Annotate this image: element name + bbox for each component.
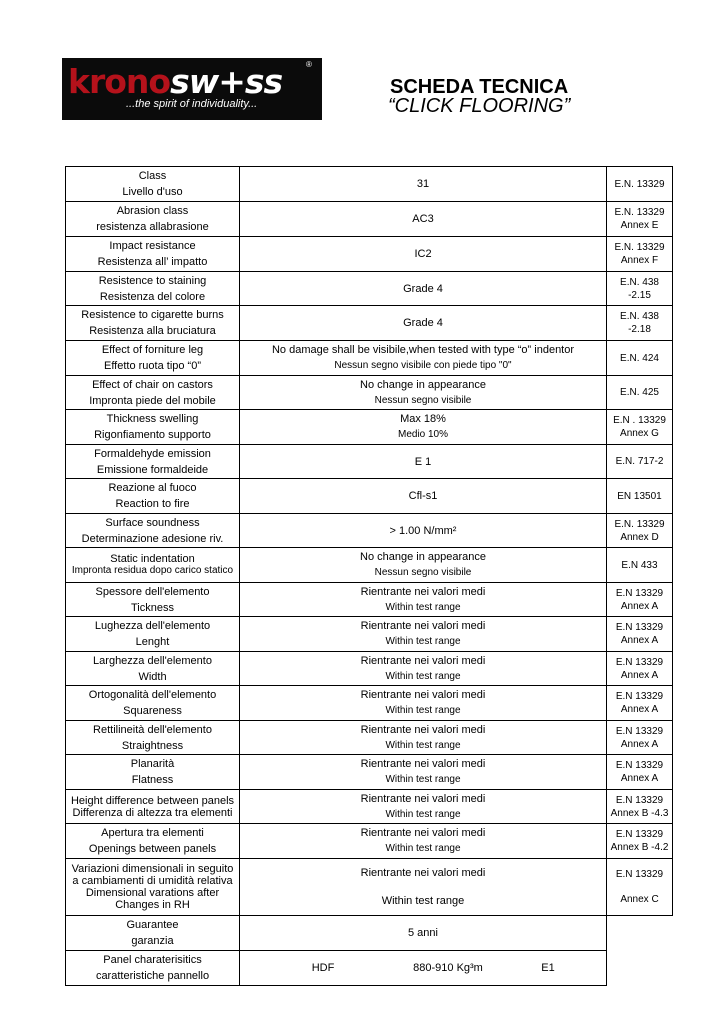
- standard-cell-empty: [607, 951, 673, 986]
- property-name-en: Ortogonalità dell'elemento: [88, 689, 217, 701]
- property-cell: [66, 617, 240, 652]
- value-primary: Rientrante nei valori medi: [360, 792, 486, 805]
- standard-ref: E.N. 13329: [614, 207, 665, 218]
- value-secondary: Within test range: [381, 895, 465, 907]
- value-primary: Max 18%: [400, 413, 446, 425]
- value-gap: [240, 881, 606, 893]
- property-name-it: Rigonfiamento supporto: [94, 429, 211, 441]
- standard-cell: [607, 237, 673, 272]
- value-primary: IC2: [414, 248, 432, 260]
- standard-annex: Annex A: [620, 635, 659, 646]
- property-cell: [66, 824, 240, 859]
- table-row: [66, 548, 673, 583]
- property-name-en: Resistence to staining: [98, 274, 207, 287]
- value-cell: [240, 686, 607, 721]
- property-name-it: Resistenza all’ impatto: [97, 256, 208, 268]
- standard-ref: E.N 13329: [615, 691, 664, 702]
- table-row: [66, 306, 673, 341]
- standard-ref: E.N . 13329: [613, 415, 666, 426]
- standard-cell: [607, 721, 673, 755]
- property-name-it: Tickness: [131, 601, 174, 614]
- standard-cell: [607, 445, 673, 479]
- property-name-en: Rettilineità dell'elemento: [93, 723, 212, 736]
- value-cell: [240, 951, 607, 986]
- property-cell: [66, 755, 240, 790]
- table-row: [66, 445, 673, 479]
- value-primary: AC3: [412, 213, 434, 225]
- value-secondary: Nessun segno visibile: [374, 567, 472, 578]
- property-name-en: Effect of forniture leg: [101, 344, 204, 356]
- value-cell: [240, 272, 607, 306]
- property-name-en: Resistence to cigarette burns: [81, 309, 224, 321]
- value-primary: Rientrante nei valori medi: [360, 827, 486, 839]
- logo-brand: kronosw+ss: [68, 62, 283, 101]
- value-secondary: Within test range: [385, 843, 461, 854]
- standard-cell: [607, 514, 673, 548]
- standard-ref: E.N. 13329: [614, 518, 665, 530]
- property-cell: [66, 167, 240, 202]
- value-cell: [240, 548, 607, 583]
- value-primary: No change in appearance: [360, 378, 486, 391]
- standard-gap: [607, 881, 672, 893]
- property-cell: [66, 859, 240, 916]
- standard-ref: E.N. 13329: [614, 242, 665, 253]
- property-name-en: Height difference between panels: [70, 794, 235, 807]
- value-secondary: Within test range: [385, 601, 461, 613]
- property-cell: [66, 514, 240, 548]
- panel-material: HDF: [311, 962, 335, 974]
- standard-ref: E.N 13329: [615, 656, 664, 668]
- property-cell: [66, 237, 240, 272]
- standard-cell: [607, 583, 673, 617]
- value-primary: Rientrante nei valori medi: [360, 867, 486, 879]
- standard-ref: E.N. 438: [620, 276, 659, 288]
- property-name-en: Thickness swelling: [106, 413, 199, 425]
- property-cell: [66, 548, 240, 583]
- standard-ref: E.N. 438: [620, 311, 659, 322]
- value-secondary: Within test range: [385, 739, 461, 751]
- panel-emission: E1: [541, 962, 555, 974]
- property-cell: [66, 686, 240, 721]
- value-secondary: Within test range: [385, 705, 461, 716]
- standard-ref: E.N 13329: [615, 622, 664, 633]
- property-name-it: Emissione formaldeide: [96, 463, 209, 476]
- table-row: [66, 824, 673, 859]
- value-cell: [240, 859, 607, 916]
- standard-cell: [607, 306, 673, 341]
- standard-annex: Annex A: [620, 600, 659, 612]
- property-cell: [66, 583, 240, 617]
- property-name-it: Openings between panels: [88, 843, 217, 855]
- value-secondary: Within test range: [385, 774, 461, 785]
- value-primary: 5 anni: [408, 927, 438, 939]
- property-name-it: Squareness: [123, 705, 182, 717]
- value-cell: [240, 376, 607, 410]
- value-cell: [240, 755, 607, 790]
- value-primary: Rientrante nei valori medi: [360, 689, 486, 701]
- standard-ref: E.N 13329: [615, 829, 664, 840]
- property-cell: [66, 721, 240, 755]
- standard-annex: Annex B -4.3: [610, 807, 669, 819]
- standard-ref: E.N 13329: [615, 725, 664, 737]
- standard-cell-empty: [607, 916, 673, 951]
- property-name-it: Determinazione adesione riv.: [81, 532, 224, 545]
- table-row: [66, 237, 673, 272]
- table-row: [66, 916, 673, 951]
- value-primary: No damage shall be visibile,when tested with type “o” indentor: [271, 344, 575, 356]
- property-name-en: Panel charaterisitics: [103, 954, 202, 966]
- value-primary: E 1: [414, 455, 432, 468]
- standard-ref: EN 13501: [617, 490, 662, 502]
- property-name-en: Effect of chair on castors: [92, 378, 213, 391]
- document-subtitle: “CLICK FLOORING”: [388, 95, 571, 117]
- property-name-en: Reazione al fuoco: [108, 482, 197, 494]
- standard-cell: [607, 686, 673, 721]
- standard-annex: Annex B -4.2: [610, 842, 669, 853]
- value-secondary: Medio 10%: [397, 429, 449, 440]
- value-cell: [240, 202, 607, 237]
- panel-density: 880-910 Kg³m: [413, 962, 483, 974]
- standard-cell: [607, 755, 673, 790]
- standard-cell: [607, 548, 673, 583]
- standard-annex: -2.15: [628, 289, 651, 301]
- standard-annex: Annex A: [620, 773, 659, 784]
- property-cell: [66, 445, 240, 479]
- property-name-it: Impronta piede del mobile: [89, 394, 216, 407]
- standard-annex: Annex A: [620, 669, 659, 681]
- logo-tagline: ...the spirit of individuality...: [126, 98, 258, 110]
- property-name-it: Resistenza alla bruciatura: [89, 325, 216, 337]
- property-name-en: Lughezza dell'elemento: [94, 620, 211, 632]
- document-title: SCHEDA TECNICA: [390, 76, 569, 98]
- standard-ref: E.N 13329: [615, 760, 664, 771]
- standard-annex: Annex D: [620, 531, 659, 543]
- value-secondary: Within test range: [385, 636, 461, 647]
- value-secondary: Nessun segno visibile con piede tipo "0": [334, 360, 512, 371]
- property-name-en: Guarantee: [126, 919, 179, 931]
- value-cell: [240, 306, 607, 341]
- value-cell: [240, 479, 607, 514]
- property-name-en: Formaldehyde emission: [94, 447, 211, 460]
- value-primary: Grade 4: [403, 317, 443, 329]
- property-name-it: resistenza allabrasione: [96, 221, 209, 233]
- value-primary: Rientrante nei valori medi: [360, 585, 486, 598]
- value-primary: Rientrante nei valori medi: [360, 723, 486, 736]
- property-cell: [66, 479, 240, 514]
- standard-annex: -2.18: [628, 324, 651, 335]
- value-primary: Grade 4: [403, 282, 443, 295]
- property-name-en: Spessore dell'elemento: [95, 585, 210, 598]
- value-primary: Rientrante nei valori medi: [360, 758, 486, 770]
- table-row: [66, 479, 673, 514]
- property-name-it: Flatness: [131, 774, 174, 786]
- standard-annex: Annex C: [620, 894, 659, 905]
- property-name-en: Larghezza dell'elemento: [93, 654, 212, 667]
- value-cell: [240, 721, 607, 755]
- value-primary: 31: [416, 178, 430, 190]
- table-row: [66, 951, 673, 986]
- property-name-it: caratteristiche pannello: [95, 970, 210, 982]
- property-cell: [66, 341, 240, 376]
- standard-cell: [607, 272, 673, 306]
- table-row: [66, 859, 673, 916]
- property-name-en: Abrasion class: [116, 205, 189, 217]
- value-cell: [240, 824, 607, 859]
- property-name-en: Surface soundness: [105, 516, 200, 529]
- value-primary: No change in appearance: [360, 551, 486, 563]
- property-name-it: Resistenza del colore: [99, 290, 206, 303]
- property-name-en: Static indentation: [110, 553, 195, 565]
- property-name-it: Livello d'uso: [122, 186, 183, 198]
- property-cell: [66, 272, 240, 306]
- standard-cell: [607, 824, 673, 859]
- property-name-en: Impact resistance: [109, 240, 196, 252]
- table-row: [66, 272, 673, 306]
- value-cell: [240, 341, 607, 376]
- table-row: [66, 514, 673, 548]
- kronoswiss-logo: [62, 58, 322, 120]
- table-row: [66, 721, 673, 755]
- property-name-it: Straightness: [121, 739, 184, 752]
- standard-annex: Annex F: [620, 255, 659, 266]
- spec-table: [65, 166, 673, 986]
- table-row: [66, 376, 673, 410]
- value-cell: [240, 445, 607, 479]
- value-secondary: Within test range: [385, 670, 461, 682]
- table-row: [66, 410, 673, 445]
- property-name-it: Impronta residua dopo carico statico: [71, 565, 234, 576]
- value-cell: [240, 617, 607, 652]
- standard-ref: E.N 13329: [615, 869, 664, 880]
- table-row: [66, 652, 673, 686]
- standard-ref: E.N 433: [621, 559, 658, 571]
- registered-mark: ®: [306, 60, 312, 69]
- standard-ref: E.N. 13329: [614, 178, 665, 190]
- property-name-en: Planarità: [130, 758, 175, 770]
- property-cell: [66, 202, 240, 237]
- standard-ref: E.N. 717-2: [615, 456, 664, 467]
- table-row: [66, 617, 673, 652]
- standard-cell: [607, 202, 673, 237]
- property-cell: [66, 790, 240, 824]
- standard-cell: [607, 652, 673, 686]
- property-name-it: Lenght: [135, 636, 170, 648]
- table-row: [66, 583, 673, 617]
- table-row: [66, 341, 673, 376]
- standard-cell: [607, 410, 673, 445]
- table-row: [66, 167, 673, 202]
- property-line: a cambiamenti di umidità relativa: [72, 875, 233, 887]
- standard-annex: Annex E: [620, 220, 659, 231]
- property-name-en: Class: [138, 170, 167, 182]
- table-row: [66, 790, 673, 824]
- standard-ref: E.N. 425: [620, 387, 659, 398]
- value-cell: [240, 916, 607, 951]
- property-cell: [66, 916, 240, 951]
- value-secondary: Within test range: [385, 808, 461, 820]
- value-primary: Cfl-s1: [408, 490, 438, 502]
- table-row: [66, 686, 673, 721]
- standard-cell: [607, 376, 673, 410]
- property-line: Variazioni dimensionali in seguito: [71, 863, 234, 875]
- standard-cell: [607, 167, 673, 202]
- property-cell: [66, 410, 240, 445]
- standard-cell: [607, 859, 673, 916]
- property-cell: [66, 376, 240, 410]
- value-primary: Rientrante nei valori medi: [360, 620, 486, 632]
- value-primary: > 1.00 N/mm²: [389, 524, 457, 537]
- standard-cell: [607, 341, 673, 376]
- standard-annex: Annex G: [620, 428, 659, 439]
- property-name-it: Reaction to fire: [115, 498, 190, 510]
- value-primary: Rientrante nei valori medi: [360, 654, 486, 667]
- standard-cell: [607, 479, 673, 514]
- value-cell: [240, 790, 607, 824]
- value-cell: [240, 167, 607, 202]
- property-line: Dimensional varations after: [85, 887, 220, 899]
- property-name-en: Apertura tra elementi: [101, 827, 204, 839]
- standard-ref: E.N 13329: [615, 794, 664, 806]
- standard-ref: E.N 13329: [615, 587, 664, 599]
- value-cell: [240, 410, 607, 445]
- property-cell: [66, 951, 240, 986]
- value-cell: [240, 237, 607, 272]
- property-cell: [66, 652, 240, 686]
- standard-annex: Annex A: [620, 704, 659, 715]
- property-name-it: Effetto ruota tipo “0”: [103, 360, 202, 372]
- value-cell: [240, 652, 607, 686]
- value-secondary: Nessun segno visibile: [374, 394, 472, 406]
- property-name-it: garanzia: [131, 935, 174, 947]
- standard-ref: E.N. 424: [620, 352, 659, 364]
- table-row: [66, 755, 673, 790]
- property-cell: [66, 306, 240, 341]
- standard-cell: [607, 790, 673, 824]
- property-name-it: Differenza di altezza tra elementi: [72, 806, 233, 819]
- property-line: Changes in RH: [115, 899, 190, 911]
- standard-annex: Annex A: [620, 738, 659, 750]
- property-name-it: Width: [138, 670, 167, 683]
- value-cell: [240, 583, 607, 617]
- standard-cell: [607, 617, 673, 652]
- value-cell: [240, 514, 607, 548]
- table-row: [66, 202, 673, 237]
